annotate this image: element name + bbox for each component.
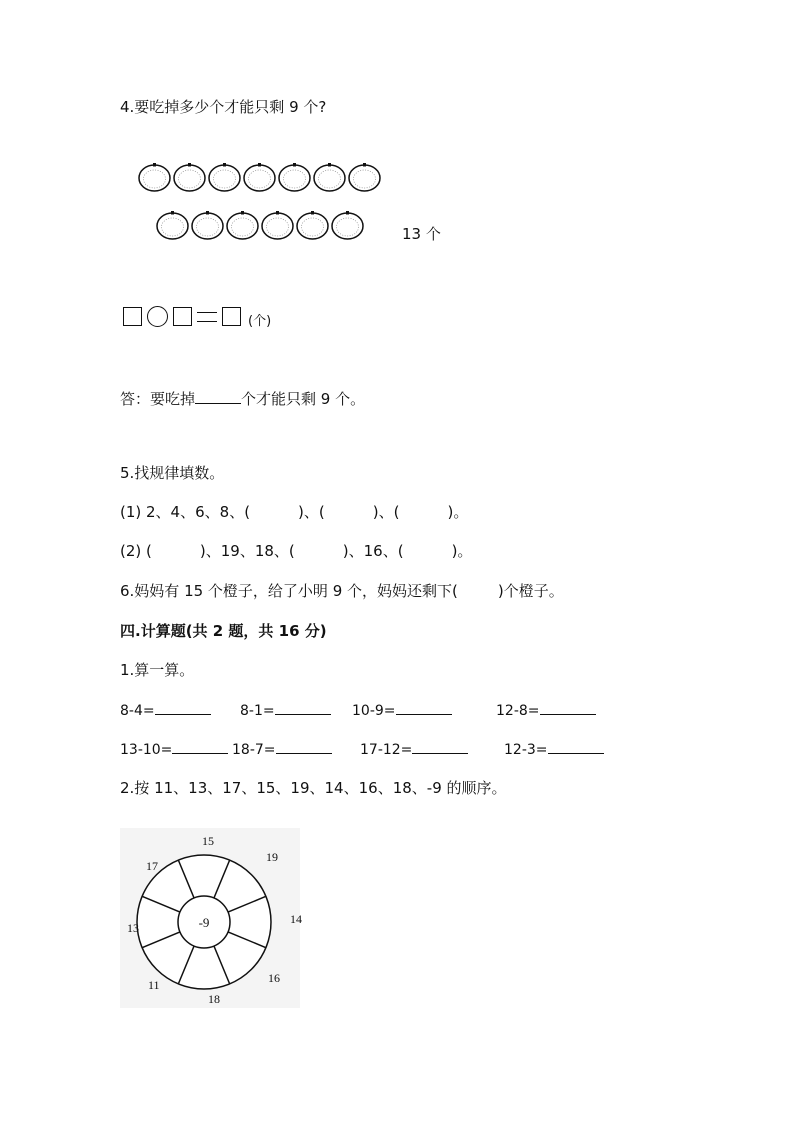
calc-q2-title: 2.按 11、13、17、15、19、14、16、18、-9 的顺序。 [120, 779, 507, 797]
equation-template [123, 306, 271, 327]
orange-icon [296, 210, 329, 240]
calc-blank[interactable] [172, 739, 228, 754]
orange-icon [261, 210, 294, 240]
wheel-number-label: 16 [268, 971, 280, 985]
orange-icon [138, 162, 171, 192]
wheel-number-label: 17 [146, 859, 158, 873]
equals-sign [197, 312, 217, 322]
seq2-part-a: (2) ( [120, 542, 152, 560]
wheel-number-label: 19 [266, 850, 278, 864]
wheel-center-number: -9 [198, 915, 210, 930]
orange-row-1 [138, 162, 381, 192]
equation-box-1[interactable] [123, 307, 142, 326]
seq1-part-c: )、( [372, 503, 400, 521]
q4-answer-suffix: 个才能只剩 9 个。 [241, 390, 366, 408]
wheel-number-label: 15 [202, 834, 214, 848]
orange-icon [208, 162, 241, 192]
q4-title: 4.要吃掉多少个才能只剩 9 个? [120, 98, 327, 116]
orange-icon [156, 210, 189, 240]
calc-blank[interactable] [275, 700, 331, 715]
calc-blank[interactable] [276, 739, 332, 754]
wheel-number-label: 11 [148, 978, 160, 992]
calc-item: 10-9= [352, 700, 452, 721]
calc-blank[interactable] [412, 739, 468, 754]
q4-answer-blank[interactable] [195, 389, 241, 404]
seq2-part-c: )、16、( [342, 542, 404, 560]
seq1-part-b: )、( [298, 503, 325, 521]
q4-answer-prefix: 答：要吃掉 [120, 390, 196, 408]
orange-icon [243, 162, 276, 192]
equation-box-2[interactable] [173, 307, 192, 326]
q5-sequence-2 [120, 541, 472, 561]
q6-text-a: 6.妈妈有 15 个橙子，给了小明 9 个，妈妈还剩下( [120, 582, 458, 600]
orange-icon [313, 162, 346, 192]
q5-title: 5.找规律填数。 [120, 464, 225, 482]
orange-icon [348, 162, 381, 192]
calc-item: 13-10= [120, 739, 228, 760]
q6-text-b: )个橙子。 [497, 582, 564, 600]
q6-text [120, 581, 564, 601]
orange-row-2 [156, 210, 364, 240]
calc-blank[interactable] [540, 700, 596, 715]
number-wheel-diagram [120, 828, 300, 1008]
calc-blank[interactable] [155, 700, 211, 715]
calc-item: 8-4= [120, 700, 211, 721]
wheel-number-label: 13 [127, 921, 139, 935]
orange-count-label: 13 个 [402, 225, 441, 243]
equation-operator-circle[interactable] [147, 306, 168, 327]
q5-sequence-1 [120, 502, 468, 522]
calc-item: 18-7= [232, 739, 332, 760]
orange-icon [226, 210, 259, 240]
wheel-number-label: 14 [290, 912, 302, 926]
calc-item: 12-3= [504, 739, 604, 760]
orange-icon [173, 162, 206, 192]
orange-icon [331, 210, 364, 240]
calc-blank[interactable] [548, 739, 604, 754]
calc-item: 17-12= [360, 739, 468, 760]
orange-icon [191, 210, 224, 240]
seq1-part-a: (1) 2、4、6、8、( [120, 503, 251, 521]
calc-blank[interactable] [396, 700, 452, 715]
q4-answer [120, 389, 365, 409]
wheel-number-label: 18 [208, 992, 220, 1006]
seq2-part-b: )、19、18、( [199, 542, 295, 560]
equation-unit: (个) [248, 314, 272, 329]
seq1-part-d: )。 [447, 503, 469, 521]
calc-item: 8-1= [240, 700, 331, 721]
calc-item: 12-8= [496, 700, 596, 721]
orange-icon [278, 162, 311, 192]
seq2-part-d: )。 [451, 542, 473, 560]
equation-result-box[interactable] [222, 307, 241, 326]
section4-title: 四.计算题(共 2 题，共 16 分) [120, 622, 327, 640]
calc-q1-title: 1.算一算。 [120, 661, 195, 679]
